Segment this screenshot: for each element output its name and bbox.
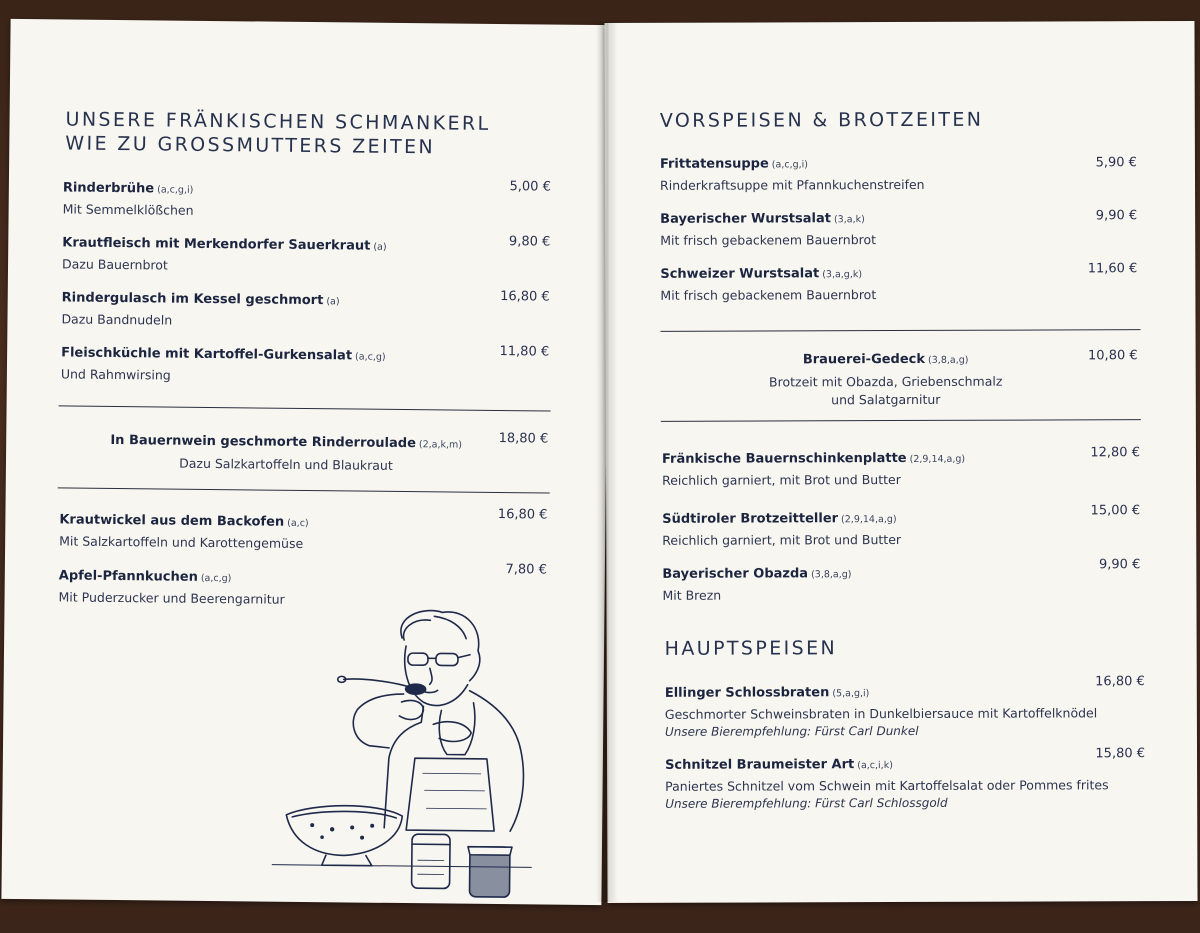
item-allergens: (2,9,14,a,g) (841, 514, 897, 526)
title-line-1: UNSERE FRÄNKISCHEN SCHMANKERL (65, 108, 491, 135)
item-price: 9,90 € (1095, 208, 1138, 224)
item-price: 16,80 € (500, 289, 550, 305)
item-description: Und Rahmwirsing (60, 366, 171, 383)
item-price: 18,80 € (498, 431, 549, 447)
description-line: und Salatgarnitur (831, 391, 941, 408)
item-name: Frittatensuppe (659, 156, 769, 172)
item-name: Bayerischer Obazda (662, 566, 809, 582)
menu-item (660, 207, 876, 248)
featured-item (96, 429, 476, 476)
item-allergens: (a,c) (287, 517, 309, 530)
item-description: Mit Semmelklößchen (62, 201, 194, 218)
left-section-title (65, 107, 490, 159)
menu-item (662, 507, 901, 548)
divider-line (661, 419, 1141, 422)
menu-item (63, 176, 194, 217)
item-allergens: (3,a,g,k) (822, 269, 863, 281)
item-description: Dazu Bauernbrot (61, 256, 168, 273)
item-name: Krautwickel aus dem Backofen (59, 512, 285, 530)
description-line: Brotzeit mit Obazda, Griebenschmalz (769, 373, 1003, 390)
item-name: In Bauernwein geschmorte Rinderroulade (110, 432, 417, 452)
item-name: Apfel-Pfannkuchen (58, 568, 198, 585)
menu-item (665, 752, 1125, 811)
item-allergens: (3,8,a,g) (928, 354, 969, 366)
menu-item (660, 152, 925, 193)
item-description: Dazu Salzkartoffeln und Blaukraut (179, 455, 393, 473)
item-description (726, 372, 1046, 409)
divider-line (58, 487, 550, 493)
menu-item (665, 680, 1125, 739)
item-price: 16,80 € (497, 507, 548, 523)
item-name: Ellinger Schlossbraten (664, 685, 830, 701)
grandmother-tasting-illustration-icon (271, 597, 534, 900)
menu-item (61, 341, 386, 384)
item-name: Fränkische Bauernschinkenplatte (661, 450, 907, 467)
item-description: Reichlich garniert, mit Brot und Butter (662, 472, 901, 488)
menu-item (58, 564, 285, 606)
item-name: Schweizer Wurstsalat (660, 266, 820, 282)
divider-line (661, 329, 1141, 332)
beer-recommendation: Unsere Bierempfehlung: Fürst Carl Schlossgold (665, 795, 948, 811)
item-name: Südtiroler Brotzeitteller (662, 511, 839, 527)
title-line-2: WIE ZU GROSSMUTTERS ZEITEN (65, 132, 436, 159)
right-menu-page (604, 21, 1197, 903)
item-description: Geschmorter Schweinsbraten in Dunkelbiersauce mit Kartoffelknödel (664, 705, 1098, 722)
item-description: Rinderkraftsuppe mit Pfannkuchenstreifen (660, 176, 925, 193)
right-section-title-2: HAUPTSPEISEN (664, 637, 838, 660)
item-allergens: (a,c,i,k) (857, 760, 893, 772)
item-allergens: (a,c,g,i) (157, 184, 194, 196)
item-name: Schnitzel Braumeister Art (665, 757, 855, 773)
item-allergens: (3,8,a,g) (811, 569, 852, 581)
item-allergens: (a,c,g,i) (771, 159, 808, 171)
divider-line (59, 405, 551, 411)
item-name: Rinderbrühe (62, 180, 155, 197)
menu-item (59, 508, 309, 551)
item-name: Bayerischer Wurstsalat (660, 211, 831, 227)
item-allergens: (a,c,g) (200, 572, 232, 585)
item-allergens: (a) (326, 296, 340, 308)
item-description: Mit frisch gebackenem Bauernbrot (660, 232, 877, 248)
item-name: Fleischküchle mit Kartoffel-Gurkensalat (61, 345, 353, 364)
featured-item (726, 347, 1046, 409)
item-price: 5,00 € (509, 179, 551, 195)
item-description: Mit Brezn (662, 587, 722, 603)
item-description: Dazu Bandnudeln (61, 311, 173, 328)
menu-item (662, 562, 851, 603)
item-name: Krautfleisch mit Merkendorfer Sauerkraut (62, 235, 371, 254)
item-name: Brauerei-Gedeck (802, 351, 926, 368)
beer-recommendation: Unsere Bierempfehlung: Fürst Carl Dunkel (664, 723, 919, 739)
item-allergens: (2,9,14,a,g) (909, 453, 966, 465)
item-price: 10,80 € (1087, 348, 1138, 364)
item-description: Mit Puderzucker und Beerengarnitur (58, 589, 285, 607)
item-description: Mit frisch gebackenem Bauernbrot (660, 287, 877, 303)
menu-item (662, 447, 965, 488)
item-description: Paniertes Schnitzel vom Schwein mit Kartoffelsalat oder Pommes frites (665, 777, 1109, 794)
item-price: 15,80 € (1095, 746, 1146, 762)
menu-item (660, 262, 876, 303)
right-section-title: VORSPEISEN & BROTZEITEN (659, 108, 984, 132)
item-price: 11,60 € (1087, 261, 1138, 277)
item-description: Mit Salzkartoffeln und Karottengemüse (59, 533, 304, 551)
item-allergens: (a) (373, 241, 387, 253)
item-price: 11,80 € (499, 344, 550, 360)
item-price: 9,90 € (1098, 557, 1141, 573)
left-menu-page (1, 19, 610, 905)
item-price: 9,80 € (508, 234, 551, 250)
item-price: 5,90 € (1095, 155, 1137, 171)
item-allergens: (a,c,g) (355, 351, 386, 363)
item-allergens: (5,a,g,i) (832, 688, 870, 700)
menu-item (62, 231, 387, 274)
item-name: Rindergulasch im Kessel geschmort (61, 290, 324, 309)
item-price: 16,80 € (1095, 674, 1145, 690)
menu-item (61, 286, 339, 329)
item-allergens: (2,a,k,m) (418, 439, 463, 451)
item-allergens: (3,a,k) (833, 214, 865, 226)
item-price: 15,00 € (1090, 503, 1141, 519)
item-description: Reichlich garniert, mit Brot und Butter (662, 532, 902, 548)
item-price: 7,80 € (505, 562, 547, 578)
item-price: 12,80 € (1090, 445, 1140, 461)
